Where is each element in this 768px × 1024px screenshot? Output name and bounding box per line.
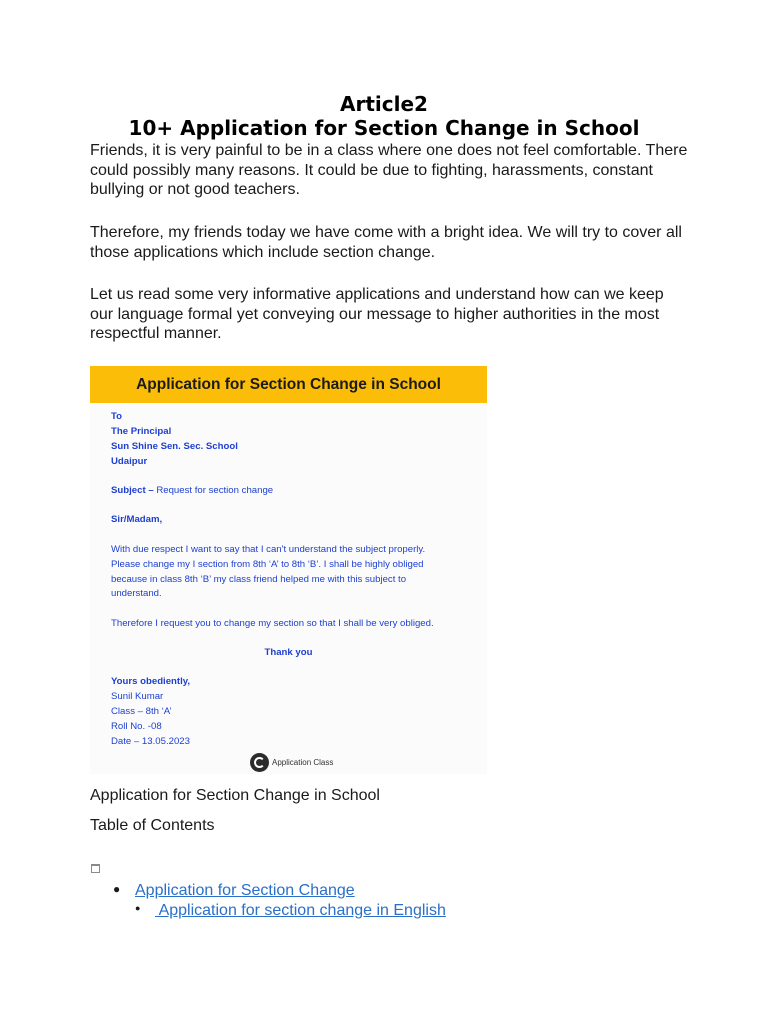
- brand-logo-icon: [250, 753, 269, 772]
- brand-name: Application Class: [272, 757, 334, 767]
- letter-date: Date – 13.05.2023: [111, 736, 190, 747]
- article-label: Article2: [340, 92, 428, 116]
- image-caption: Application for Section Change in School: [90, 787, 380, 804]
- subject-label: Subject –: [111, 485, 154, 496]
- letter-salutation: Sir/Madam,: [111, 514, 163, 525]
- letter-body-line: With due respect I want to say that I can't understand the subject properly.: [111, 544, 426, 555]
- page-title: [0, 92, 768, 140]
- letter-school: Sun Shine Sen. Sec. School: [111, 441, 238, 452]
- letter-roll: Roll No. -08: [111, 721, 162, 732]
- toc-toggle-checkbox[interactable]: [91, 864, 100, 873]
- letter-name: Sunil Kumar: [111, 691, 164, 702]
- brand-watermark: [250, 752, 333, 772]
- letter-subject: [111, 485, 273, 497]
- bullet-icon: ●: [135, 903, 141, 913]
- intro-paragraph-2: Therefore, my friends today we have come with a bright idea. We will try to cover all those applications which include section change.: [90, 224, 682, 261]
- toc-title: Table of Contents: [90, 817, 215, 834]
- letter-city: Udaipur: [111, 456, 148, 467]
- application-letter-image: [90, 366, 487, 774]
- article-title: 10+ Application for Section Change in School: [128, 116, 640, 140]
- intro-paragraph-3: Let us read some very informative applications and understand how can we keep our language formal yet conveying our message to higher authorities in the most respectful manner.: [90, 286, 664, 342]
- intro-paragraph-1: Friends, it is very painful to be in a class where one does not feel comfortable. There could possibly many reasons. It could be due to fighting, harassments, constant bullying or not good teachers.: [90, 142, 688, 198]
- letter-closing: Yours obediently,: [111, 676, 191, 687]
- subject-text: Request for section change: [153, 485, 274, 496]
- letter-request: Therefore I request you to change my section so that I shall be very obliged.: [111, 618, 434, 629]
- letter-thanks: Thank you: [264, 647, 313, 658]
- letter-recipient: The Principal: [111, 426, 172, 437]
- toc-link-section-change[interactable]: Application for Section Change: [135, 882, 355, 899]
- letter-heading-banner: Application for Section Change in School: [90, 366, 487, 403]
- letter-class: Class – 8th ‘A’: [111, 706, 172, 717]
- letter-body-line: Please change my I section from 8th ‘A’ to 8th ‘B’. I shall be highly obliged: [111, 559, 424, 570]
- letter-to: To: [111, 411, 123, 422]
- letter-body-line: because in class 8th ‘B’ my class friend helped me with this subject to: [111, 574, 407, 585]
- toc-link-section-change-english[interactable]: Application for section change in English: [155, 902, 446, 919]
- letter-body-line: understand.: [111, 588, 162, 599]
- bullet-icon: ●: [113, 882, 121, 896]
